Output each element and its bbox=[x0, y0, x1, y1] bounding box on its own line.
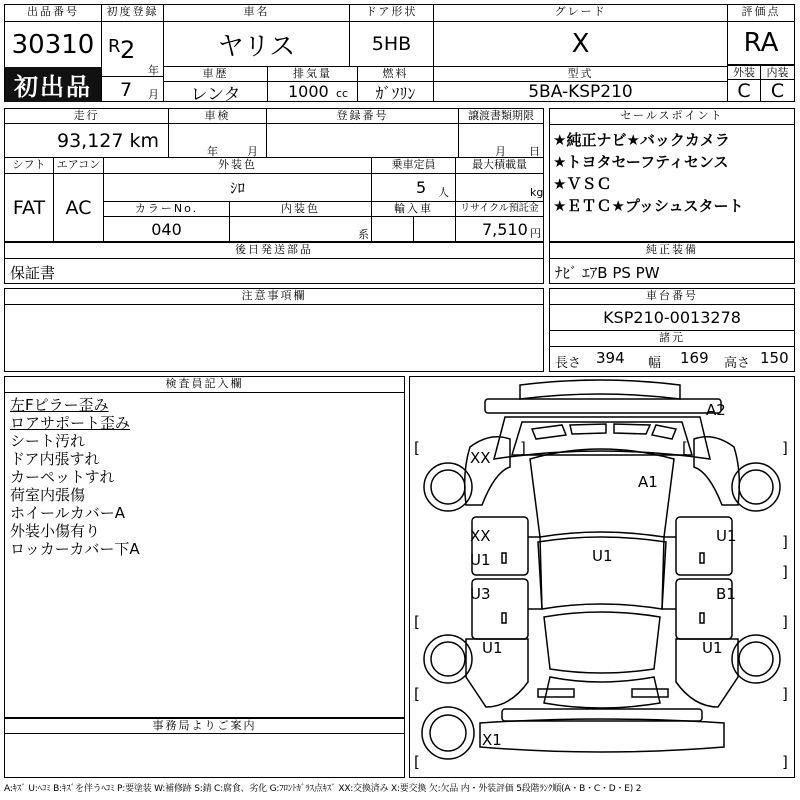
car-history: レンタ bbox=[164, 82, 268, 102]
inspector-label: 検査員記入欄 bbox=[5, 377, 404, 393]
later-parts-label: 後日発送部品 bbox=[5, 243, 543, 259]
mileage-label: 走行 bbox=[5, 109, 169, 124]
displacement-unit: cc bbox=[336, 87, 349, 100]
exterior-label: 外装 bbox=[728, 65, 761, 80]
fuel-label: 燃料 bbox=[358, 67, 434, 82]
registration-year: 2 bbox=[120, 36, 136, 64]
registration-month: 7 bbox=[120, 79, 133, 101]
bracket-close: ] bbox=[782, 533, 788, 551]
bracket-close: ] bbox=[782, 613, 788, 631]
bracket-close: ] bbox=[520, 439, 526, 457]
year-unit: 年 bbox=[148, 64, 159, 77]
import-label: 輸入車 bbox=[372, 202, 456, 217]
capacity-cell bbox=[372, 174, 456, 202]
later-parts-section bbox=[4, 242, 544, 284]
plate-label: 登録番号 bbox=[267, 109, 459, 124]
max-load-label: 最大積載量 bbox=[456, 158, 543, 174]
transfer-day-unit: 日 bbox=[529, 145, 540, 158]
car-name-label: 車名 bbox=[164, 5, 350, 22]
inspector-note-item: 左Fピラー歪み bbox=[10, 396, 109, 414]
inspector-note-item: シート汚れ bbox=[10, 432, 86, 450]
capacity-unit: 人 bbox=[438, 186, 449, 199]
damage-mark-u1-left-rear: U1 bbox=[482, 639, 503, 657]
exterior-color-label: 外装色 bbox=[104, 158, 372, 174]
damage-mark-u1-right-front-door: U1 bbox=[716, 527, 737, 545]
inspector-note-item: カーペットすれ bbox=[10, 468, 115, 486]
lot-number: 30310 bbox=[5, 22, 102, 67]
score-label: 評価点 bbox=[728, 5, 794, 22]
damage-mark-u3: U3 bbox=[470, 585, 491, 603]
recycle-unit: 円 bbox=[530, 227, 541, 240]
sales-point-item: ★純正ナビ★バックカメラ bbox=[553, 131, 730, 149]
inspector-note-item: ロアサポート歪み bbox=[10, 414, 131, 432]
sales-point-item: ★ＥＴＣ★プッシュスタート bbox=[553, 197, 744, 215]
office-label: 事務局よりご案内 bbox=[5, 718, 404, 734]
transfer-deadline-cell bbox=[459, 124, 543, 158]
later-parts-value: 保証書 bbox=[10, 264, 56, 282]
interior-label: 内装 bbox=[761, 65, 794, 80]
damage-mark-u1-roof: U1 bbox=[592, 547, 613, 565]
lot-number-label: 出品番号 bbox=[5, 5, 102, 22]
specs-label: 諸元 bbox=[550, 331, 794, 347]
length-label: 長さ bbox=[555, 356, 582, 371]
first-registration-year bbox=[102, 22, 164, 77]
ac-label: エアコン bbox=[54, 158, 104, 174]
first-listing-badge: 初出品 bbox=[5, 67, 102, 102]
exterior-color: ｼﾛ bbox=[104, 174, 372, 202]
damage-mark-a2: A2 bbox=[706, 401, 726, 419]
width-value: 169 bbox=[680, 349, 709, 367]
era-mark: R bbox=[108, 36, 121, 57]
inspection-cell bbox=[169, 124, 267, 158]
sales-point-item: ★ＶＳＣ bbox=[553, 175, 612, 193]
inspection-year-unit: 年 bbox=[207, 145, 218, 158]
first-registration-label: 初度登録 bbox=[102, 5, 164, 22]
overall-score: RA bbox=[728, 22, 794, 65]
interior-score: C bbox=[770, 80, 785, 102]
length-value: 394 bbox=[596, 349, 625, 367]
damage-mark-xx-front: XX bbox=[470, 449, 491, 467]
grade: X bbox=[434, 22, 728, 67]
inspection-label: 車検 bbox=[169, 109, 267, 124]
door-type: 5HB bbox=[350, 22, 434, 67]
bracket-open: [ bbox=[682, 439, 688, 457]
damage-mark-b1: B1 bbox=[716, 585, 736, 603]
bracket-close: ] bbox=[782, 439, 788, 457]
damage-mark-u1-right-rear: U1 bbox=[702, 639, 723, 657]
car-name: ヤリス bbox=[164, 22, 350, 67]
height-label: 高さ bbox=[724, 356, 751, 371]
first-registration-month bbox=[102, 77, 164, 102]
damage-mark-xx-left-door: XX bbox=[470, 527, 491, 545]
grade-label: グレード bbox=[434, 5, 728, 22]
model-code: 5BA-KSP210 bbox=[434, 82, 728, 102]
car-diagram-section bbox=[409, 376, 795, 778]
shift: FAT bbox=[5, 174, 54, 241]
capacity-label: 乗車定員 bbox=[372, 158, 456, 174]
chassis-number: KSP210-0013278 bbox=[550, 305, 794, 331]
import-cell-2 bbox=[414, 217, 456, 241]
sales-point-item: ★トヨタセーフティセンス bbox=[553, 153, 729, 171]
color-number-label: カラーNo. bbox=[104, 202, 230, 217]
header-section bbox=[4, 4, 795, 102]
shift-label: シフト bbox=[5, 158, 54, 174]
mileage: 93,127 km bbox=[5, 124, 169, 158]
bracket-open: [ bbox=[414, 685, 420, 703]
notes-section bbox=[4, 288, 544, 372]
genuine-equipment-section bbox=[549, 242, 795, 284]
sales-points-section bbox=[549, 108, 795, 242]
model-label: 型式 bbox=[434, 67, 728, 82]
bracket-open: [ bbox=[414, 613, 420, 631]
genuine-equipment-label: 純正装備 bbox=[550, 243, 794, 259]
interior-color-cell bbox=[230, 217, 372, 241]
sales-points-list bbox=[553, 129, 744, 217]
vehicle-details-section bbox=[4, 108, 544, 242]
displacement: 1000 bbox=[288, 82, 329, 101]
genuine-equipment-value: ﾅﾋﾞ ｴｱB PS PW bbox=[555, 264, 660, 282]
plate-cell bbox=[267, 124, 459, 158]
inspector-note-item: ホイールカバーA bbox=[10, 504, 125, 522]
max-load-cell bbox=[456, 174, 543, 202]
damage-mark-x1: X1 bbox=[482, 731, 502, 749]
interior-color-unit: 系 bbox=[358, 228, 369, 241]
sales-points-label: セールスポイント bbox=[550, 109, 794, 125]
inspector-note-item: 荷室内張傷 bbox=[10, 486, 86, 504]
month-unit: 月 bbox=[148, 88, 159, 101]
bracket-open: [ bbox=[414, 439, 420, 457]
seating-capacity: 5 bbox=[416, 178, 427, 197]
color-number: 040 bbox=[104, 217, 230, 241]
exterior-score: C bbox=[728, 80, 761, 102]
notes-label: 注意事項欄 bbox=[5, 289, 543, 305]
transfer-deadline-label: 譲渡書類期限 bbox=[459, 109, 543, 124]
inspection-month-unit: 月 bbox=[247, 145, 258, 158]
door-type-label: ドア形状 bbox=[350, 5, 434, 22]
displacement-cell bbox=[268, 82, 358, 102]
import-cell bbox=[372, 217, 414, 241]
recycle-label: リサイクル預託金 bbox=[456, 202, 543, 217]
inspector-note-item: ドア内張すれ bbox=[10, 450, 100, 468]
car-diagram bbox=[410, 377, 794, 777]
bracket-close: ] bbox=[782, 685, 788, 703]
chassis-number-label: 車台番号 bbox=[550, 289, 794, 305]
interior-color-label: 内装色 bbox=[230, 202, 372, 217]
damage-mark-a1: A1 bbox=[638, 473, 658, 491]
inspector-section bbox=[4, 376, 405, 718]
chassis-section bbox=[549, 288, 795, 372]
width-label: 幅 bbox=[648, 356, 662, 371]
office-section bbox=[4, 718, 405, 778]
displacement-label: 排気量 bbox=[268, 67, 358, 82]
legend: A:ｷｽﾞ U:ﾍｺﾐ B:ｷｽﾞを伴うﾍｺﾐ P:要塗装 W:補修跡 S:錆 C:腐食、劣化 G:ﾌﾛﾝﾄｶﾞﾗｽ点ｷｽﾞ XX:交換済み X:要交換 欠:欠品 内・外装評価 5段階ﾗﾝｸ順(A・B・C・D・E) 2 bbox=[4, 784, 642, 794]
recycle-cell bbox=[456, 217, 543, 241]
height-value: 150 bbox=[760, 349, 789, 367]
inspector-note-item: ロッカーカバー下A bbox=[10, 540, 140, 558]
bracket-close: ] bbox=[782, 563, 788, 581]
bracket-close: ] bbox=[782, 753, 788, 771]
damage-mark-u1-left-front-door: U1 bbox=[470, 551, 491, 569]
air-conditioner: AC bbox=[54, 174, 104, 241]
max-load-unit: kg bbox=[530, 186, 543, 199]
inspector-notes-list bbox=[10, 396, 140, 558]
bracket-open: [ bbox=[414, 753, 420, 771]
recycle-deposit: 7,510 bbox=[482, 220, 528, 239]
history-label: 車歴 bbox=[164, 67, 268, 82]
fuel: ｶﾞｿﾘﾝ bbox=[358, 82, 434, 102]
inspector-note-item: 外装小傷有り bbox=[10, 522, 101, 540]
transfer-month-unit: 月 bbox=[495, 145, 506, 158]
